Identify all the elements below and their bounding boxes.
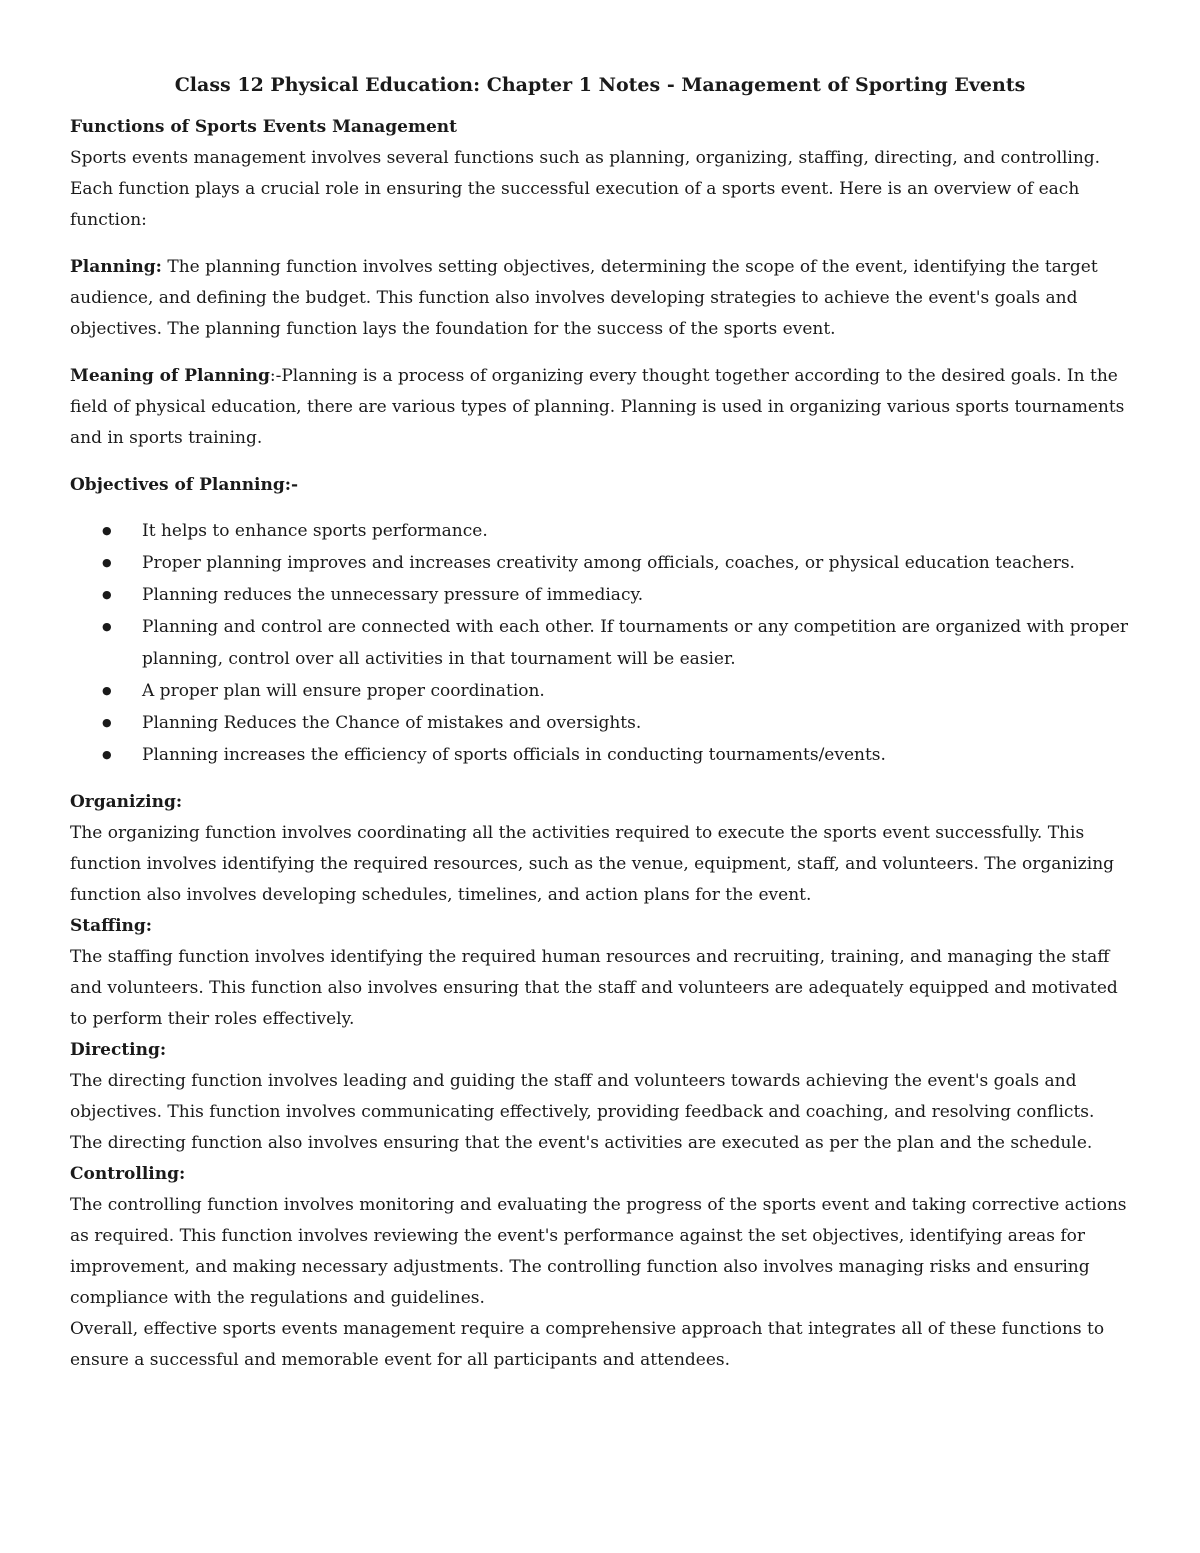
planning-text: The planning function involves setting objectives, determining the scope of the event, identifying the target audience, and defining the budget. This function also involves developing strategies to achieve the event's goals and objectives. The planning function lays the foundation for the success of the sports event. [70, 257, 1098, 339]
functions-paragraph: Sports events management involves several functions such as planning, organizing, staffing, directing, and controlling. Each function plays a crucial role in ensuring the successful execution of a sports event. Here is an overview of each function: [70, 148, 1101, 230]
list-item: ● Planning and control are connected with each other. If tournaments or any competition are organized with proper planning, control over all activities in that tournament will be easier. [70, 611, 1130, 675]
list-item: ● Planning Reduces the Chance of mistakes and oversights. [70, 707, 1130, 739]
directing-paragraph: The directing function involves leading and guiding the staff and volunteers towards achieving the event's goals and objectives. This function involves communicating effectively, providing feedback and coaching, and resolving conflicts. The directing function also involves ensuring that the event's activities are executed as per the plan and the schedule. [70, 1071, 1095, 1153]
list-item: ● Planning increases the efficiency of sports officials in conducting tournaments/events. [70, 739, 1130, 771]
document-title: Class 12 Physical Education: Chapter 1 Notes - Management of Sporting Events [174, 74, 1026, 96]
list-item: ● Proper planning improves and increases creativity among officials, coaches, or physical education teachers. [70, 547, 1130, 579]
planning-paragraph [70, 252, 1130, 345]
planning-label: Planning: [70, 257, 162, 277]
directing-heading: Directing: [70, 1040, 167, 1060]
meaning-paragraph [70, 361, 1130, 454]
list-item: ● Planning reduces the unnecessary pressure of immediacy. [70, 579, 1130, 611]
objectives-heading: Objectives of Planning:- [70, 475, 299, 495]
organizing-heading: Organizing: [70, 792, 183, 812]
document-page [70, 70, 1130, 1376]
meaning-label: Meaning of Planning [70, 366, 270, 386]
functions-heading: Functions of Sports Events Management [70, 117, 457, 137]
controlling-paragraph: The controlling function involves monitoring and evaluating the progress of the sports event and taking corrective actions as required. This function involves reviewing the event's performance against the set objectives, identifying areas for improvement, and making necessary adjustments. The controlling function also involves managing risks and ensuring compliance with the regulations and guidelines. [70, 1195, 1127, 1308]
meaning-text: :-Planning is a process of organizing every thought together according to the desired goals. In the field of physical education, there are various types of planning. Planning is used in organizing various sports tournaments and in sports training. [70, 366, 1125, 448]
list-item: ● It helps to enhance sports performance. [70, 515, 1130, 547]
organizing-paragraph: The organizing function involves coordinating all the activities required to execute the sports event successfully. This function involves identifying the required resources, such as the venue, equipment, staff, and volunteers. The organizing function also involves developing schedules, timelines, and action plans for the event. [70, 823, 1115, 905]
controlling-heading: Controlling: [70, 1164, 186, 1184]
staffing-paragraph: The staffing function involves identifying the required human resources and recruiting, training, and managing the staff and volunteers. This function also involves ensuring that the staff and volunteers are adequately equipped and motivated to perform their roles effectively. [70, 947, 1118, 1029]
staffing-heading: Staffing: [70, 916, 153, 936]
objectives-list [70, 515, 1130, 771]
list-item: ● A proper plan will ensure proper coordination. [70, 675, 1130, 707]
overall-paragraph: Overall, effective sports events management require a comprehensive approach that integrates all of these functions to ensure a successful and memorable event for all participants and attendees. [70, 1319, 1105, 1370]
